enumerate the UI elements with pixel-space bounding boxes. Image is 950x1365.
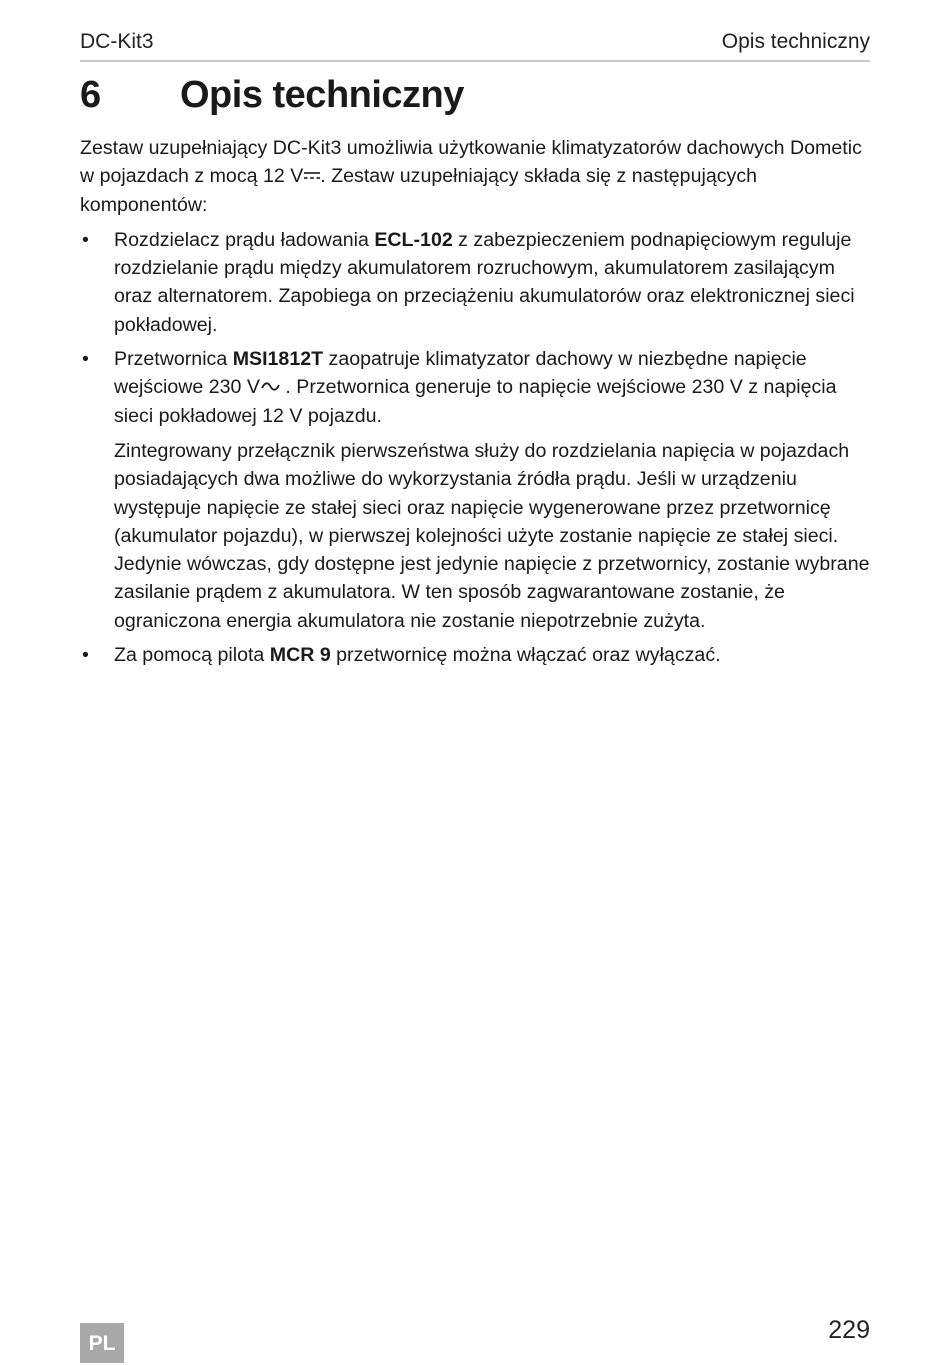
intro-text-part2: . Zestaw uzupełniający składa się z następujących komponentów: bbox=[80, 165, 758, 216]
bullet: • bbox=[82, 644, 89, 667]
component-list bbox=[80, 226, 872, 669]
intro-text-part1: Zestaw uzupełniający DC-Kit3 umożliwia użytkowanie klimatyzatorów dachowych Dometic w pojazdach z mocą 12 V bbox=[80, 137, 862, 188]
bullet: • bbox=[82, 228, 89, 251]
page-header bbox=[80, 30, 870, 62]
language-badge: PL bbox=[80, 1323, 124, 1363]
item-text-after-part1: zaopatruje klimatyzator dachowy w niezbędne napięcie wejściowe 230 V bbox=[114, 348, 807, 399]
item-product-code: MSI1812T bbox=[232, 348, 324, 371]
item-text-after: z zabezpieczeniem podnapięciowym reguluje rozdzielanie prądu między akumulatorem rozruchowym, akumulatorem zasilającym oraz alternatorem. Zapobiega on przeciążeniu akumulatorów oraz elektronicznej sieci pokładowej. bbox=[114, 228, 855, 336]
main-content bbox=[80, 134, 872, 675]
item-text-before: Za pomocą pilota bbox=[114, 644, 270, 667]
intro-paragraph bbox=[80, 134, 872, 219]
section-heading bbox=[80, 74, 870, 117]
list-item bbox=[80, 641, 872, 669]
bullet: • bbox=[82, 348, 89, 371]
page-number: 229 bbox=[828, 1316, 870, 1344]
section-number: 6 bbox=[80, 74, 101, 116]
dc-voltage-icon bbox=[304, 171, 320, 180]
item-text-before: Przetwornica bbox=[114, 348, 233, 371]
section-title: Opis techniczny bbox=[180, 74, 464, 116]
item-text-before: Rozdzielacz prądu ładowania bbox=[114, 228, 375, 251]
item-product-code: ECL-102 bbox=[374, 228, 453, 251]
list-item bbox=[80, 226, 872, 339]
ac-voltage-icon bbox=[261, 381, 280, 392]
item-text-after-part2: . Przetwornica generuje to napięcie wejściowe 230 V z napięcia sieci pokładowej 12 V pojazdu. bbox=[114, 376, 837, 427]
header-section-name: Opis techniczny bbox=[721, 30, 870, 53]
item-text-after: przetwornicę można włączać oraz wyłączać. bbox=[330, 644, 721, 667]
list-item bbox=[80, 345, 872, 635]
item-product-code: MCR 9 bbox=[269, 644, 331, 667]
header-product-name: DC-Kit3 bbox=[80, 30, 154, 53]
item-sub-paragraph: Zintegrowany przełącznik pierwszeństwa służy do rozdzielania napięcia w pojazdach posiadających dwa możliwe do wykorzystania źródła prądu. Jeśli w urządzeniu występuje napięcie ze stałej sieci oraz napięcie wygenerowane przez przetwornicę (akumulator pojazdu), w pierwszej kolejności użyte zostanie napięcie ze stałej sieci. Jedynie wówczas, gdy dostępne jest jedynie napięcie z przetwornicy, zostanie wybrane zasilanie prądem z akumulatora. W ten sposób zagwarantowane zostanie, że ograniczona energia akumulatora nie zostanie niepotrzebnie zużyta. bbox=[114, 439, 870, 632]
